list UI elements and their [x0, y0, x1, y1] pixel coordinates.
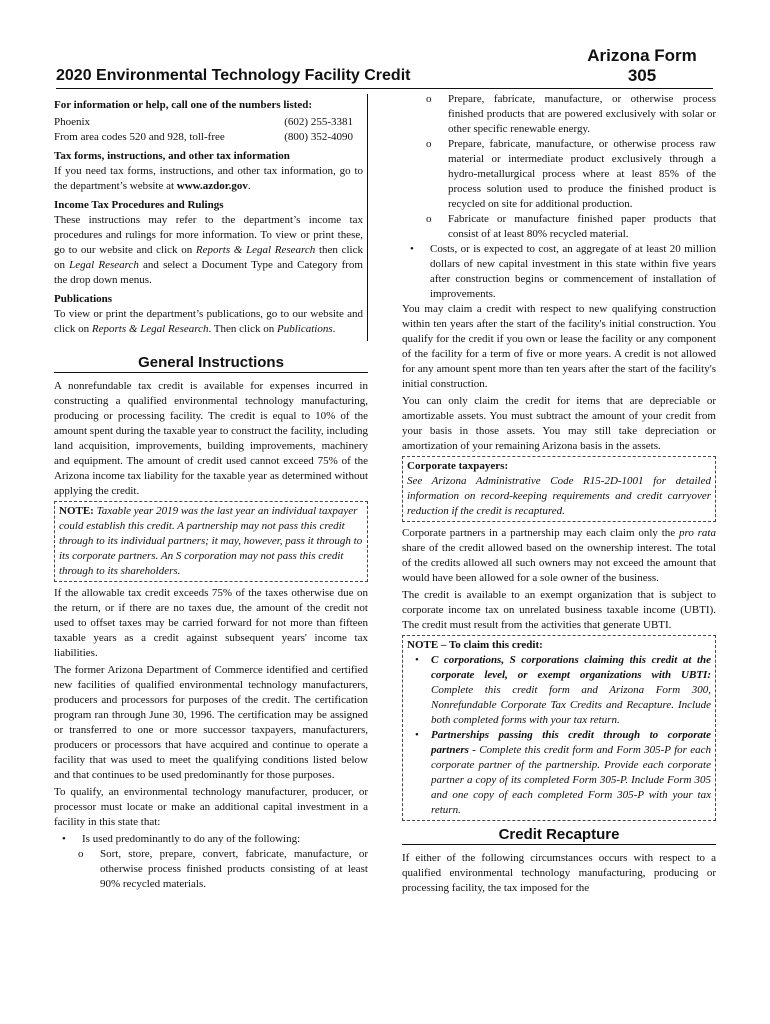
publications-link[interactable]: Publications: [277, 323, 333, 335]
right-p6: You can only claim the credit for items that are depreciable or amortizable assets. You must subtract the amount of your credit from your basis in those assets. You may still take depreciation or amortization of your remaining Arizona basis in the assets.: [402, 395, 716, 452]
phone-number: (800) 352-4090: [284, 131, 353, 143]
sub-list-item: o Sort, store, prepare, convert, fabricate, manufacture, or otherwise process finished products consisting of at least 90% recycled materials.: [54, 847, 368, 892]
tax-forms-text: If you need tax forms, instructions, and other tax information, go to the department’s website at www.azdor.gov.: [54, 165, 363, 192]
title-divider: [56, 88, 713, 89]
corporate-heading: Corporate taxpayers:: [407, 460, 509, 472]
form-number-heading: [572, 46, 712, 86]
right-column: [402, 92, 716, 898]
publications-body-1: To view or print the department’s publications, go to our website and click on: [54, 308, 363, 335]
claim-item-bold: Partnerships passing this credit through to corporate partners -: [431, 729, 711, 756]
publications-heading: Publications: [54, 293, 113, 305]
credit-recapture-heading: Credit Recapture: [402, 827, 716, 845]
reports-legal-link-2[interactable]: Reports & Legal Research: [91, 323, 209, 335]
general-instructions-heading: General Instructions: [54, 355, 368, 373]
list-item: • Costs, or is expected to cost, an aggregate of at least 20 million dollars of new capital investment in this state within five years after construction begins or commencement of installation of improvements.: [402, 242, 716, 302]
phone-row-phoenix: [54, 115, 363, 130]
right-p7: [402, 526, 716, 586]
p7-end: share of the credit allowed based on the ownership interest. The total of the credits allowed all such owners may not exceed the amount that would have been allowed for a sole owner of the business.: [402, 542, 716, 584]
form-name: Arizona Form: [587, 46, 697, 65]
tax-forms-body: If you need tax forms, instructions, and other tax information, go to the department’s website at: [54, 165, 363, 192]
procedures-body-2: then click on: [54, 244, 363, 271]
claim-item-text: Complete this credit form and Form 305-P for each corporate partner of the partnership. Provide each corporate partner a copy of its completed Form 305-P. Include Form 305 and one copy of each completed Form 305-P with your tax return.: [431, 744, 711, 816]
p7-start: Corporate partners in a partnership may each claim only the: [402, 527, 676, 539]
note-text: Taxable year 2019 was the last year an individual taxpayer could establish this credit. A partnership may not pass this credit through to its individual partners; it may, however, pass it through to its corporate partners. An S corporation may not pass this credit through to its shareholders.: [59, 505, 363, 577]
recapture-text: If either of the following circumstances occurs with respect to a qualified environmental technology manufacturing, producing or processing facility, the tax imposed for the: [402, 852, 716, 894]
phone-number: (602) 255-3381: [284, 116, 353, 128]
general-p1: A nonrefundable tax credit is available for expenses incurred in constructing a qualified environmental technology manufacturing, producing or processing facility. The credit is equal to 10% of the amount spent during the taxable year to construct the facility, including land acquisition, improvements, building improvements, machinery and equipment. The amount of credit used cannot exceed 75% of the Arizona income tax liability for the taxable year as determined without applying the credit.: [54, 380, 368, 497]
phone-label: Phoenix: [54, 116, 91, 128]
procedures-body-1: These instructions may refer to the department’s income tax procedures and rulings for more information. To view or print these, go to our website and click on: [54, 214, 363, 256]
list-item: [407, 728, 711, 818]
left-column: [54, 94, 368, 892]
procedures-body-3: and select a Document Type and Category from the drop down menus.: [54, 259, 363, 286]
corporate-taxpayers-box: [402, 456, 716, 522]
procedures-heading: Income Tax Procedures and Rulings: [54, 199, 224, 211]
sub-list-continued: [402, 92, 716, 242]
qualify-list: [54, 832, 368, 892]
pro-rata-term: pro rata: [678, 527, 716, 539]
list-item: • Is used predominantly to do any of the following:: [54, 832, 368, 847]
list-item: [407, 653, 711, 728]
claim-note-heading: NOTE – To claim this credit:: [407, 639, 543, 651]
info-box: [54, 94, 368, 341]
website-link[interactable]: www.azdor.gov: [176, 180, 248, 192]
note-box: [54, 501, 368, 582]
reports-legal-link[interactable]: Reports & Legal Research: [195, 244, 316, 256]
general-p3: The former Arizona Department of Commerce identified and certified new facilities of qualified environmental technology manufacturers, producers and processors for purposes of the credit. The certification program ran through June 30, 1996. The certification may be assigned or transferred to one or more successor taxpayers, manufacturers, producers or processors that have acquired and continue to operate a facility that was used to meet the qualifying conditions listed below and that continues to be used predominantly for those purposes.: [54, 664, 368, 781]
info-intro: For information or help, call one of the numbers listed:: [54, 99, 313, 111]
claim-note-box: [402, 635, 716, 821]
tax-forms-heading: Tax forms, instructions, and other tax information: [54, 150, 290, 162]
right-p5: You may claim a credit with respect to new qualifying construction within ten years after the start of the facility's initial construction. You qualify for the credit if you own or lease the facility or any component of the facility for a term of five or more years. A credit is not allowed for any amount spent more than ten years after the start of the facility's initial construction.: [402, 303, 716, 390]
publications-body-2: . Then click on: [208, 323, 275, 335]
note-label: NOTE:: [59, 505, 94, 517]
phone-row-tollfree: [54, 130, 363, 145]
legal-research-link[interactable]: Legal Research: [69, 259, 139, 271]
sub-list-item: o Prepare, fabricate, manufacture, or otherwise process raw material or intermediate product exclusively through a hydro-metallurgical process where at least 85% of the process solution used to produce the finished product is recycled on site for additional production.: [402, 137, 716, 212]
general-p2: If the allowable tax credit exceeds 75% of the taxes otherwise due on the return, or if there are no taxes due, the amount of the credit not used to offset taxes may be carried forward for not more than fifteen taxable years as a credit against subsequent years' income tax liabilities.: [54, 587, 368, 659]
sub-list-item: o Fabricate or manufacture finished paper products that consist of at least 80% recycled material.: [402, 212, 716, 242]
sub-list-item: o Prepare, fabricate, manufacture, or otherwise process finished products that are powered exclusively with solar or other specific renewable energy.: [402, 92, 716, 137]
procedures-text: [54, 213, 363, 288]
page-title: 2020 Environmental Technology Facility Credit: [56, 67, 411, 84]
claim-item-bold: C corporations, S corporations claiming this credit at the corporate level, or exempt organizations with UBTI:: [431, 654, 711, 681]
phone-label: From area codes 520 and 928, toll-free: [54, 131, 225, 143]
claim-list: [407, 653, 711, 818]
publications-text: To view or print the department’s publications, go to our website and click on Reports & Legal Research. Then click on Publications.: [54, 308, 363, 335]
form-number: 305: [627, 66, 657, 85]
corporate-text: See Arizona Administrative Code R15-2D-1001 for detailed information on record-keeping requirements and credit carryover reduction if the credit is recaptured.: [407, 475, 711, 517]
claim-item-text: Complete this credit form and Arizona Form 300, Nonrefundable Corporate Tax Credits and Recapture. Include both completed forms with your tax return.: [431, 684, 711, 726]
qualify-list-continued: [402, 242, 716, 302]
general-p4: To qualify, an environmental technology manufacturer, producer, or processor must locate or make an additional capital investment in a facility in this state that:: [54, 786, 368, 828]
right-p8: The credit is available to an exempt organization that is subject to corporate income tax on unrelated business taxable income (UBTI). The credit must result from the activities that generate UBTI.: [402, 589, 716, 631]
